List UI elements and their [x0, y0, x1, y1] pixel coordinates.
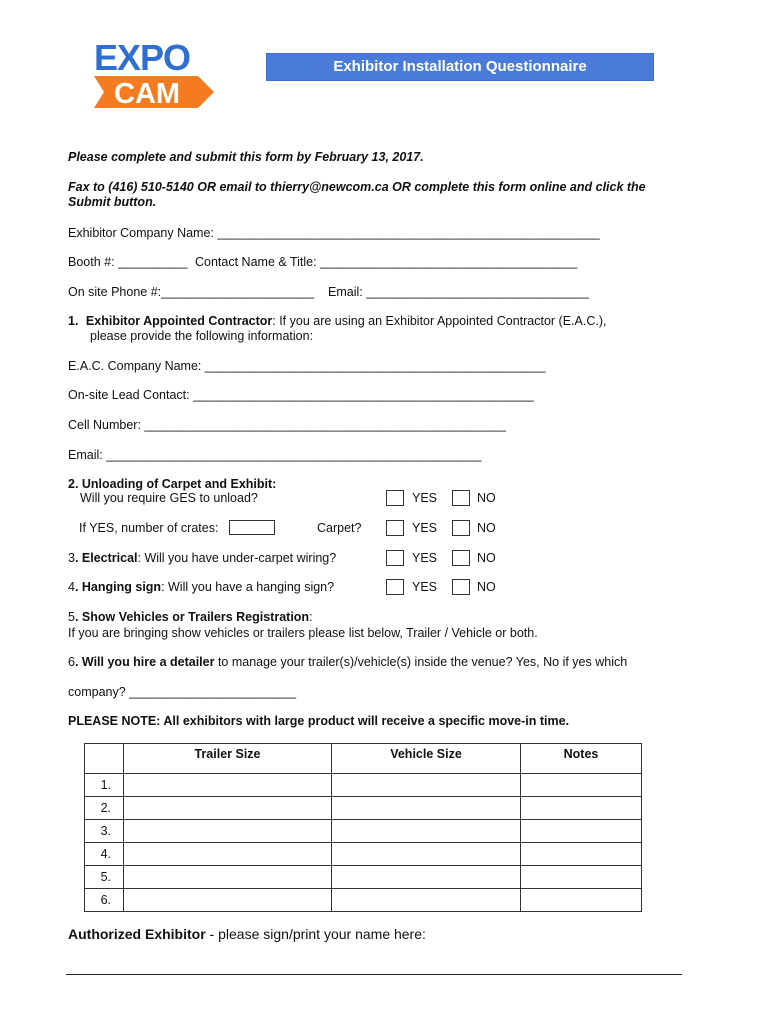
table-header-trailer-size: Trailer Size: [124, 744, 332, 774]
trailer-size-cell[interactable]: [124, 820, 332, 843]
crates-label: If YES, number of crates:: [79, 521, 219, 535]
q2-question: Will you require GES to unload?: [80, 491, 258, 505]
company-label: Exhibitor Company Name:: [68, 226, 214, 240]
q5-title: . Show Vehicles or Trailers Registration: [74, 610, 310, 624]
authorized-title: Authorized Exhibitor: [68, 926, 206, 942]
detailer-company-blank[interactable]: ________________________: [129, 685, 297, 699]
q6-number: 6: [68, 655, 75, 669]
q4-title: . Hanging sign: [74, 580, 162, 594]
question-5: [68, 610, 313, 624]
expocam-logo: [88, 36, 220, 112]
lead-contact-label: On-site Lead Contact:: [68, 388, 190, 402]
q6-title: . Will you hire a detailer: [74, 655, 215, 669]
row-number: 5.: [85, 866, 124, 889]
table-header-number: [85, 744, 124, 774]
cell-number-blank[interactable]: ____________________________________________________: [144, 418, 506, 432]
booth-blank[interactable]: __________: [118, 255, 188, 269]
email-blank[interactable]: ________________________________: [366, 285, 589, 299]
notes-cell[interactable]: [521, 774, 642, 797]
company-blank[interactable]: _______________________________________________________: [217, 226, 600, 240]
booth-field[interactable]: [68, 255, 188, 269]
eac-company-label: E.A.C. Company Name:: [68, 359, 202, 373]
question-4: [68, 580, 334, 594]
row-number: 2.: [85, 797, 124, 820]
q4-question: : Will you have a hanging sign?: [161, 580, 335, 594]
please-note: PLEASE NOTE: All exhibitors with large product will receive a specific move-in time.: [68, 714, 570, 728]
q1-title: Exhibitor Appointed Contractor: [85, 314, 273, 328]
row-number: 4.: [85, 843, 124, 866]
q3-no-checkbox[interactable]: [452, 550, 470, 566]
notes-cell[interactable]: [521, 866, 642, 889]
notes-cell[interactable]: [521, 820, 642, 843]
q4-yes-checkbox[interactable]: [386, 579, 404, 595]
q4-no-checkbox[interactable]: [452, 579, 470, 595]
cell-number-field[interactable]: [68, 418, 506, 432]
deadline-text: Please complete and submit this form by February 13, 2017.: [68, 150, 424, 164]
table-row: [85, 866, 642, 889]
phone-blank[interactable]: ______________________: [161, 285, 315, 299]
contact-label: Contact Name & Title:: [195, 255, 317, 269]
carpet-yes-checkbox[interactable]: [386, 520, 404, 536]
eac-email-label: Email:: [68, 448, 103, 462]
phone-field[interactable]: [68, 285, 314, 299]
q5-text: If you are bringing show vehicles or trailers please list below, Trailer / Vehicle or both.: [68, 626, 538, 640]
question-3: [68, 551, 336, 565]
form-title: Exhibitor Installation Questionnaire: [266, 53, 654, 81]
logo-text-cam: CAM: [114, 78, 181, 110]
table-row: [85, 774, 642, 797]
q4-number: 4: [68, 580, 75, 594]
q4-yes-label: YES: [412, 580, 438, 594]
q2-title: 2. Unloading of Carpet and Exhibit:: [68, 477, 277, 491]
vehicle-size-cell[interactable]: [332, 774, 521, 797]
booth-label: Booth #:: [68, 255, 115, 269]
vehicle-size-cell[interactable]: [332, 889, 521, 912]
notes-cell[interactable]: [521, 843, 642, 866]
eac-email-field[interactable]: [68, 448, 482, 462]
email-label: Email:: [328, 285, 363, 299]
notes-cell[interactable]: [521, 889, 642, 912]
q3-question: : Will you have under-carpet wiring?: [137, 551, 337, 565]
q3-yes-checkbox[interactable]: [386, 550, 404, 566]
q3-title: . Electrical: [74, 551, 138, 565]
eac-email-blank[interactable]: ______________________________________________________: [106, 448, 482, 462]
q3-yes-label: YES: [412, 551, 438, 565]
q6-text: to manage your trailer(s)/vehicle(s) inside the venue? Yes, No if yes which: [214, 655, 628, 669]
table-row: [85, 843, 642, 866]
contact-blank[interactable]: _____________________________________: [320, 255, 578, 269]
table-row: [85, 820, 642, 843]
q1-text: : If you are using an Exhibitor Appointed Contractor (E.A.C.),: [272, 314, 607, 328]
notes-cell[interactable]: [521, 797, 642, 820]
row-number: 6.: [85, 889, 124, 912]
lead-contact-field[interactable]: [68, 388, 534, 402]
vehicle-size-cell[interactable]: [332, 820, 521, 843]
q2-no-label: NO: [477, 491, 496, 505]
carpet-no-checkbox[interactable]: [452, 520, 470, 536]
q4-no-label: NO: [477, 580, 496, 594]
q2-yes-label: YES: [412, 491, 438, 505]
question-1: [68, 314, 606, 328]
carpet-label: Carpet?: [317, 521, 362, 535]
q1-number: 1.: [68, 314, 79, 328]
q3-no-label: NO: [477, 551, 496, 565]
vehicle-size-cell[interactable]: [332, 866, 521, 889]
detailer-company-field[interactable]: [68, 685, 296, 699]
table-header-vehicle-size: Vehicle Size: [332, 744, 521, 774]
trailer-size-cell[interactable]: [124, 797, 332, 820]
vehicle-table: [84, 743, 642, 912]
crates-input[interactable]: [229, 520, 275, 535]
q1-text-line-2: please provide the following information:: [90, 329, 314, 343]
carpet-no-label: NO: [477, 521, 496, 535]
vehicle-size-cell[interactable]: [332, 843, 521, 866]
instructions-line-1: Fax to (416) 510-5140 OR email to thierry@newcom.ca OR complete this form online and click the: [68, 180, 646, 194]
row-number: 3.: [85, 820, 124, 843]
authorized-text: - please sign/print your name here:: [205, 926, 426, 942]
vehicle-size-cell[interactable]: [332, 797, 521, 820]
trailer-size-cell[interactable]: [124, 774, 332, 797]
q5-number: 5: [68, 610, 75, 624]
trailer-size-cell[interactable]: [124, 866, 332, 889]
table-row: [85, 797, 642, 820]
eac-company-field[interactable]: [68, 359, 546, 373]
detailer-company-label: company?: [68, 685, 126, 699]
authorized-exhibitor: [68, 926, 426, 942]
eac-company-blank[interactable]: _________________________________________________: [204, 359, 546, 373]
trailer-size-cell[interactable]: [124, 843, 332, 866]
instructions-line-2: Submit button.: [68, 195, 157, 209]
q2-no-checkbox[interactable]: [452, 490, 470, 506]
table-header-row: [85, 744, 642, 774]
q2-yes-checkbox[interactable]: [386, 490, 404, 506]
q5-colon: :: [309, 610, 313, 624]
phone-label: On site Phone #:: [68, 285, 162, 299]
cell-number-label: Cell Number:: [68, 418, 141, 432]
signature-line[interactable]: [66, 974, 682, 975]
company-field[interactable]: [68, 226, 600, 240]
trailer-size-cell[interactable]: [124, 889, 332, 912]
email-field[interactable]: [328, 285, 589, 299]
logo-text-expo: EXPO: [94, 37, 191, 78]
contact-field[interactable]: [195, 255, 577, 269]
carpet-yes-label: YES: [412, 521, 438, 535]
question-6: [68, 655, 627, 669]
lead-contact-blank[interactable]: _________________________________________________: [193, 388, 534, 402]
q3-number: 3: [68, 551, 75, 565]
row-number: 1.: [85, 774, 124, 797]
table-header-notes: Notes: [521, 744, 642, 774]
table-row: [85, 889, 642, 912]
